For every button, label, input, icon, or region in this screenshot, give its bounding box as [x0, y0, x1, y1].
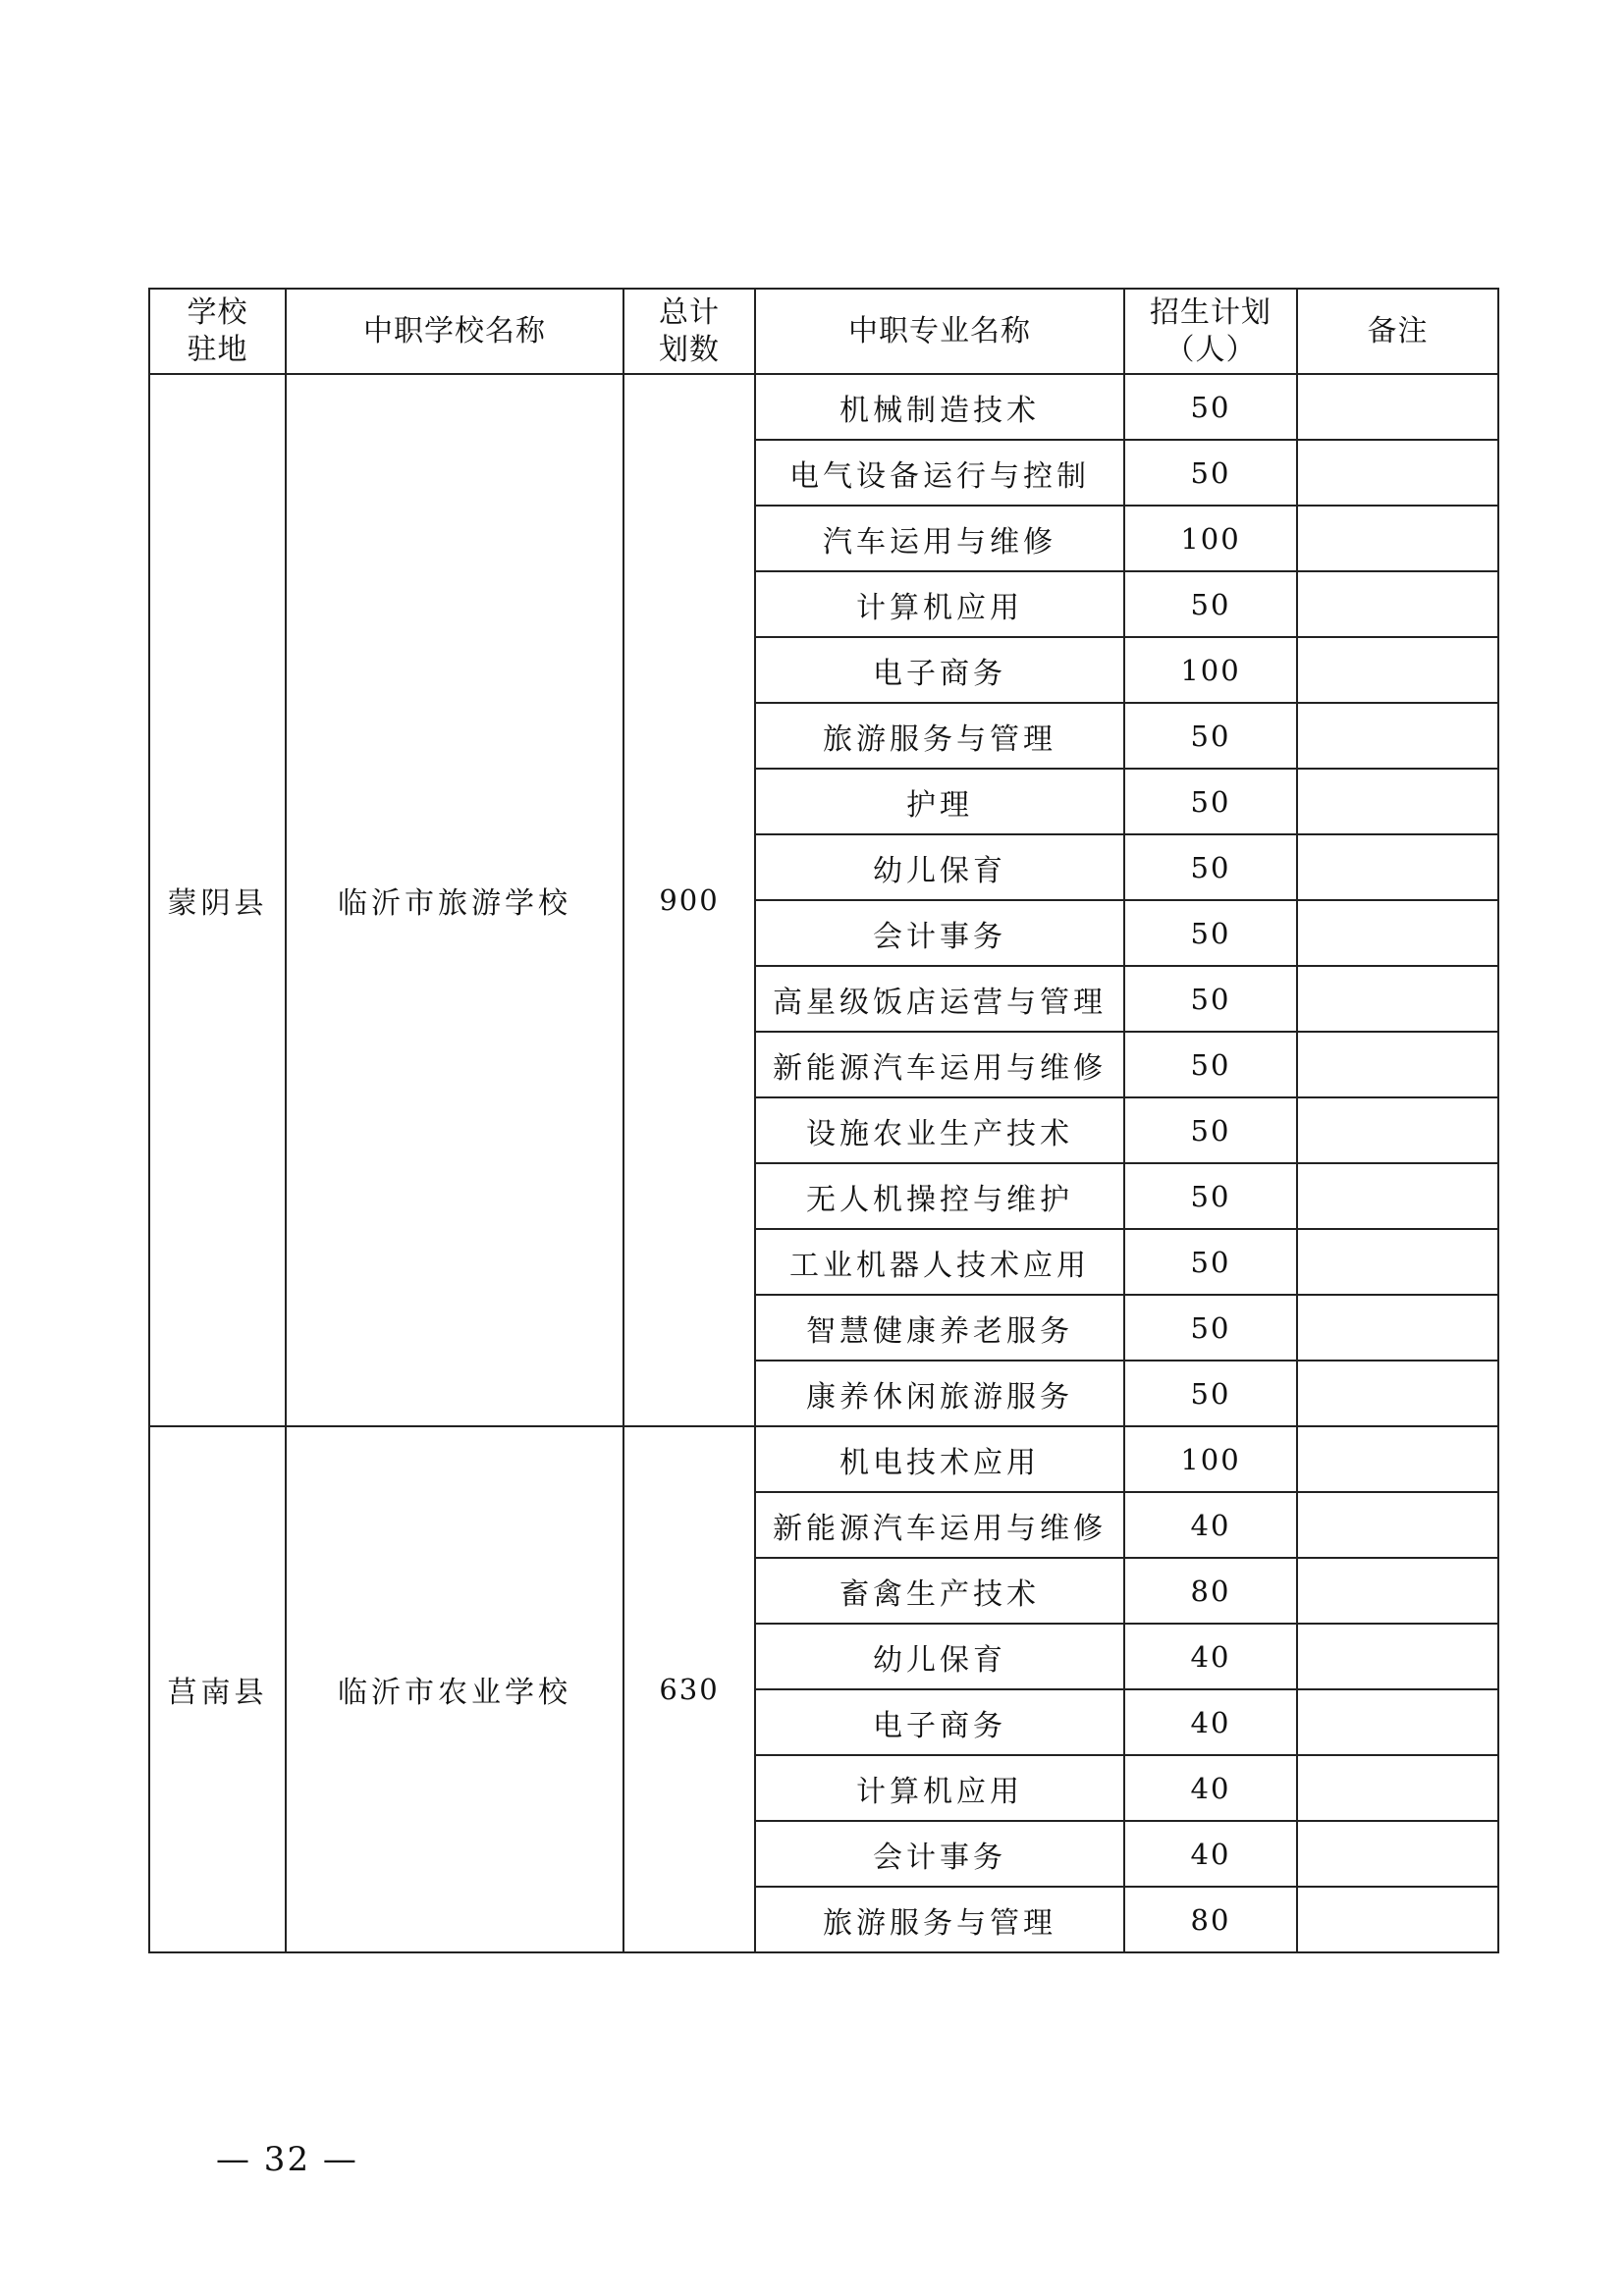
- major-name-cell: 护理: [755, 769, 1124, 834]
- enrollment-plan-cell: 50: [1124, 769, 1297, 834]
- remarks-cell: [1297, 506, 1498, 571]
- remarks-cell: [1297, 1229, 1498, 1295]
- enrollment-plan-cell: 80: [1124, 1558, 1297, 1624]
- location-cell: 莒南县: [149, 1426, 286, 1952]
- enrollment-plan-cell: 50: [1124, 703, 1297, 769]
- major-name-cell: 电子商务: [755, 1689, 1124, 1755]
- enrollment-plan-cell: 40: [1124, 1821, 1297, 1887]
- header-total: [623, 289, 755, 374]
- header-total-line2: 划数: [659, 332, 720, 367]
- header-major-name: 中职专业名称: [755, 289, 1124, 374]
- major-name-cell: 计算机应用: [755, 1755, 1124, 1821]
- remarks-cell: [1297, 1689, 1498, 1755]
- school-name-cell: 临沂市旅游学校: [286, 374, 623, 1426]
- remarks-cell: [1297, 1887, 1498, 1952]
- header-plan-line2: （人）: [1164, 332, 1257, 367]
- remarks-cell: [1297, 374, 1498, 440]
- header-total-line1: 总计: [659, 294, 720, 330]
- enrollment-plan-cell: 50: [1124, 900, 1297, 966]
- remarks-cell: [1297, 834, 1498, 900]
- major-name-cell: 电气设备运行与控制: [755, 440, 1124, 506]
- enrollment-plan-cell: 80: [1124, 1887, 1297, 1952]
- major-name-cell: 电子商务: [755, 637, 1124, 703]
- major-name-cell: 新能源汽车运用与维修: [755, 1032, 1124, 1097]
- enrollment-plan-cell: 50: [1124, 1295, 1297, 1361]
- enrollment-plan-table: [148, 288, 1499, 1953]
- major-name-cell: 幼儿保育: [755, 1624, 1124, 1689]
- header-plan: [1124, 289, 1297, 374]
- remarks-cell: [1297, 440, 1498, 506]
- school-name-cell: 临沂市农业学校: [286, 1426, 623, 1952]
- major-name-cell: 设施农业生产技术: [755, 1097, 1124, 1163]
- table-body: [149, 374, 1498, 1952]
- remarks-cell: [1297, 637, 1498, 703]
- enrollment-plan-cell: 40: [1124, 1624, 1297, 1689]
- remarks-cell: [1297, 1755, 1498, 1821]
- enrollment-plan-cell: 40: [1124, 1492, 1297, 1558]
- major-name-cell: 会计事务: [755, 900, 1124, 966]
- remarks-cell: [1297, 703, 1498, 769]
- major-name-cell: 康养休闲旅游服务: [755, 1361, 1124, 1426]
- header-location-line1: 学校: [187, 294, 248, 330]
- major-name-cell: 畜禽生产技术: [755, 1558, 1124, 1624]
- total-plan-cell: 630: [623, 1426, 755, 1952]
- header-remarks: 备注: [1297, 289, 1498, 374]
- header-school-name: 中职学校名称: [286, 289, 623, 374]
- remarks-cell: [1297, 769, 1498, 834]
- total-plan-cell: 900: [623, 374, 755, 1426]
- remarks-cell: [1297, 1558, 1498, 1624]
- remarks-cell: [1297, 900, 1498, 966]
- remarks-cell: [1297, 1097, 1498, 1163]
- remarks-cell: [1297, 1492, 1498, 1558]
- header-location: [149, 289, 286, 374]
- major-name-cell: 汽车运用与维修: [755, 506, 1124, 571]
- remarks-cell: [1297, 1426, 1498, 1492]
- major-name-cell: 智慧健康养老服务: [755, 1295, 1124, 1361]
- enrollment-plan-cell: 100: [1124, 506, 1297, 571]
- major-name-cell: 机电技术应用: [755, 1426, 1124, 1492]
- major-name-cell: 无人机操控与维护: [755, 1163, 1124, 1229]
- header-plan-line1: 招生计划: [1150, 294, 1272, 330]
- table-header: [149, 289, 1498, 374]
- major-name-cell: 旅游服务与管理: [755, 1887, 1124, 1952]
- enrollment-plan-cell: 50: [1124, 966, 1297, 1032]
- table-row: [149, 1426, 1498, 1492]
- enrollment-plan-cell: 50: [1124, 374, 1297, 440]
- page-number: — 32 —: [216, 2140, 358, 2179]
- enrollment-plan-cell: 50: [1124, 571, 1297, 637]
- enrollment-plan-cell: 50: [1124, 1163, 1297, 1229]
- table-row: [149, 374, 1498, 440]
- major-name-cell: 会计事务: [755, 1821, 1124, 1887]
- enrollment-plan-cell: 40: [1124, 1689, 1297, 1755]
- major-name-cell: 工业机器人技术应用: [755, 1229, 1124, 1295]
- remarks-cell: [1297, 1032, 1498, 1097]
- major-name-cell: 新能源汽车运用与维修: [755, 1492, 1124, 1558]
- enrollment-plan-cell: 100: [1124, 637, 1297, 703]
- remarks-cell: [1297, 1624, 1498, 1689]
- enrollment-plan-cell: 50: [1124, 1361, 1297, 1426]
- enrollment-plan-cell: 40: [1124, 1755, 1297, 1821]
- remarks-cell: [1297, 1295, 1498, 1361]
- remarks-cell: [1297, 571, 1498, 637]
- enrollment-plan-cell: 50: [1124, 1229, 1297, 1295]
- major-name-cell: 幼儿保育: [755, 834, 1124, 900]
- major-name-cell: 计算机应用: [755, 571, 1124, 637]
- location-cell: 蒙阴县: [149, 374, 286, 1426]
- major-name-cell: 旅游服务与管理: [755, 703, 1124, 769]
- major-name-cell: 机械制造技术: [755, 374, 1124, 440]
- header-location-line2: 驻地: [187, 332, 248, 367]
- header-row: [149, 289, 1498, 374]
- remarks-cell: [1297, 1163, 1498, 1229]
- remarks-cell: [1297, 1821, 1498, 1887]
- remarks-cell: [1297, 1361, 1498, 1426]
- enrollment-plan-cell: 100: [1124, 1426, 1297, 1492]
- enrollment-plan-cell: 50: [1124, 1097, 1297, 1163]
- remarks-cell: [1297, 966, 1498, 1032]
- major-name-cell: 高星级饭店运营与管理: [755, 966, 1124, 1032]
- enrollment-plan-cell: 50: [1124, 440, 1297, 506]
- enrollment-plan-cell: 50: [1124, 834, 1297, 900]
- enrollment-plan-cell: 50: [1124, 1032, 1297, 1097]
